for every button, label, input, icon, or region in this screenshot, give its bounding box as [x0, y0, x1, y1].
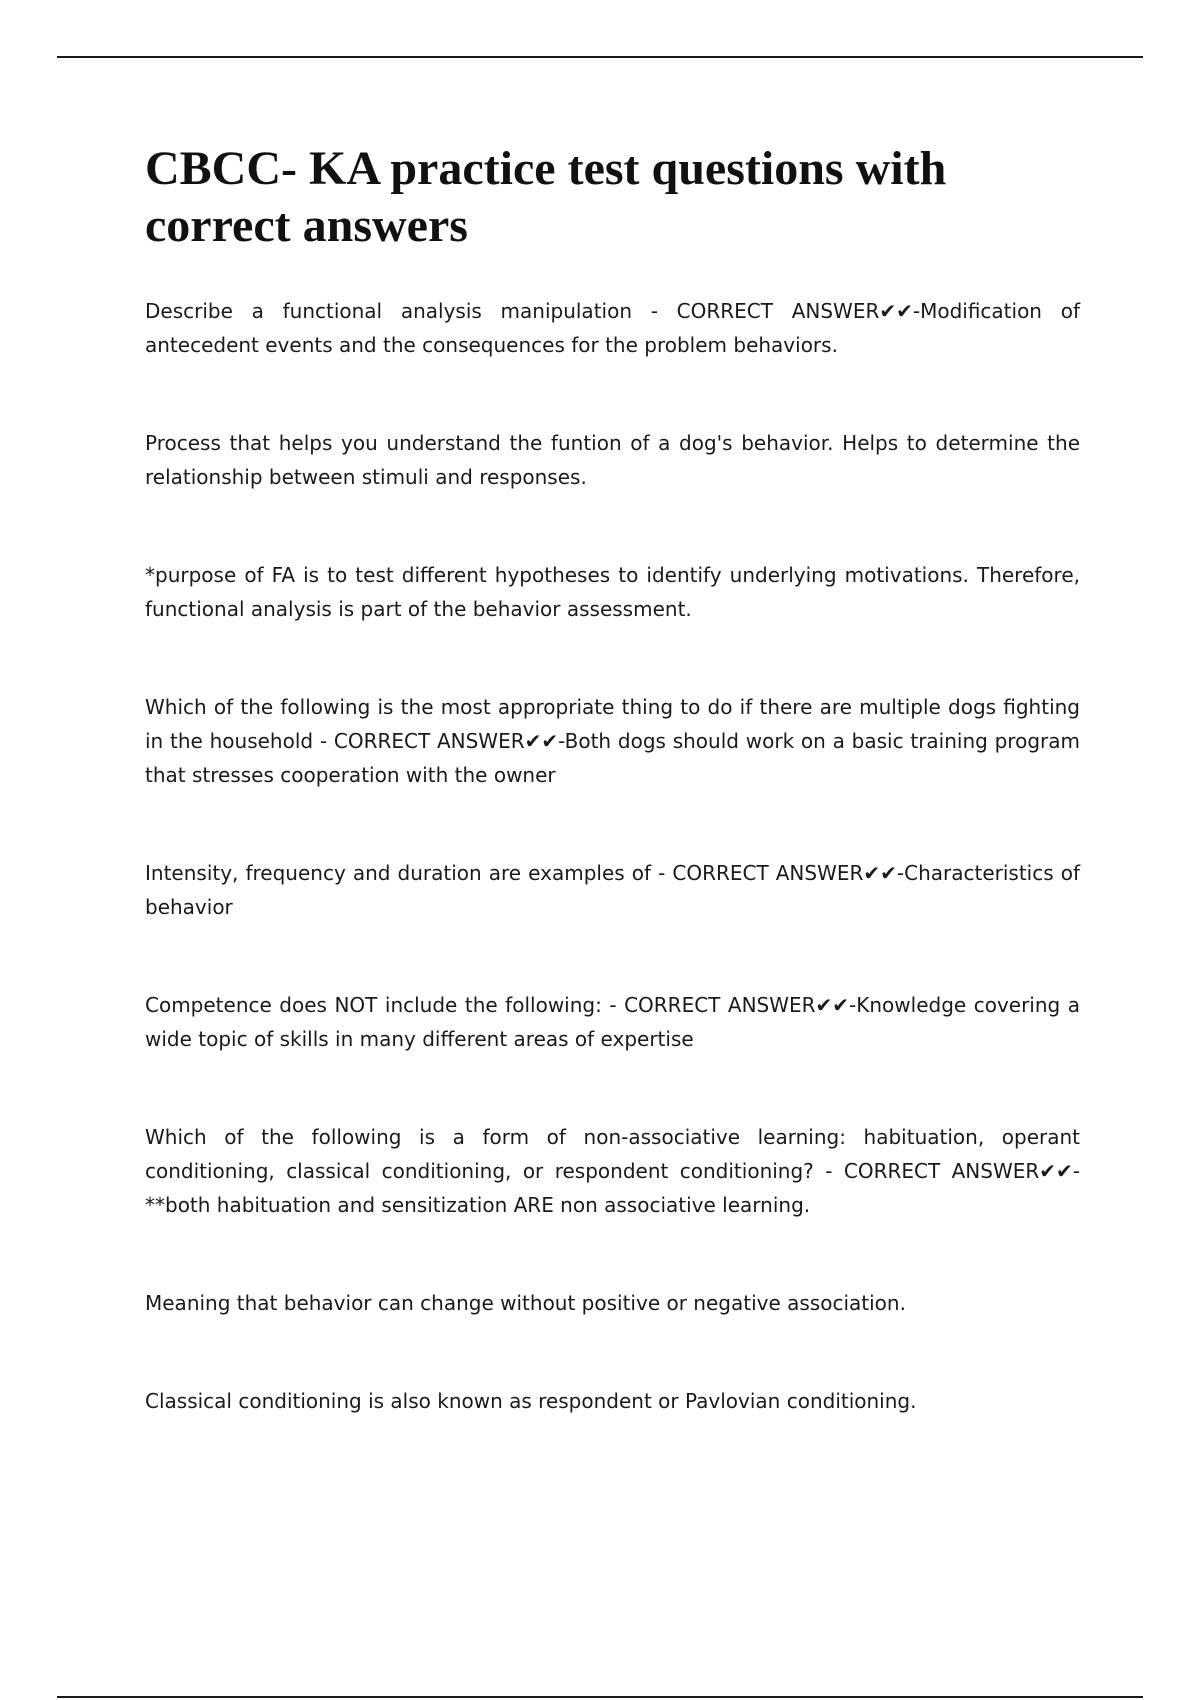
paragraph-purpose-of-fa: *purpose of FA is to test different hypotheses to identify underlying motivations. Therefore, functional analysis is part of the behavior assessment. — [145, 563, 1080, 621]
footer-rule — [57, 1696, 1143, 1698]
paragraph-multiple-dogs: Which of the following is the most appropriate thing to do if there are multiple dogs fighting in the household - CORRECT ANSWER✔✔-Both dogs should work on a basic training program that stresses cooperation with the owner — [145, 695, 1080, 787]
document-body — [145, 140, 1080, 1482]
header-rule — [57, 56, 1143, 58]
paragraph-functional-analysis: Describe a functional analysis manipulation - CORRECT ANSWER✔✔-Modification of antecedent events and the consequences for the problem behaviors. — [145, 299, 1080, 357]
paragraph-classical-conditioning: Classical conditioning is also known as respondent or Pavlovian conditioning. — [145, 1389, 917, 1413]
paragraph-meaning: Meaning that behavior can change without positive or negative association. — [145, 1291, 906, 1315]
paragraph-non-associative: Which of the following is a form of non-associative learning: habituation, operant conditioning, classical conditioning, or respondent conditioning? - CORRECT ANSWER✔✔-**both habituation and sensitization ARE non associative learning. — [145, 1125, 1080, 1217]
paragraph-competence: Competence does NOT include the following: - CORRECT ANSWER✔✔-Knowledge covering a wide topic of skills in many different areas of expertise — [145, 993, 1080, 1051]
paragraph-process: Process that helps you understand the funtion of a dog's behavior. Helps to determine the relationship between stimuli and responses. — [145, 431, 1080, 489]
document-title: CBCC- KA practice test questions with correct answers — [145, 142, 947, 252]
paragraph-characteristics: Intensity, frequency and duration are examples of - CORRECT ANSWER✔✔-Characteristics of behavior — [145, 861, 1080, 919]
